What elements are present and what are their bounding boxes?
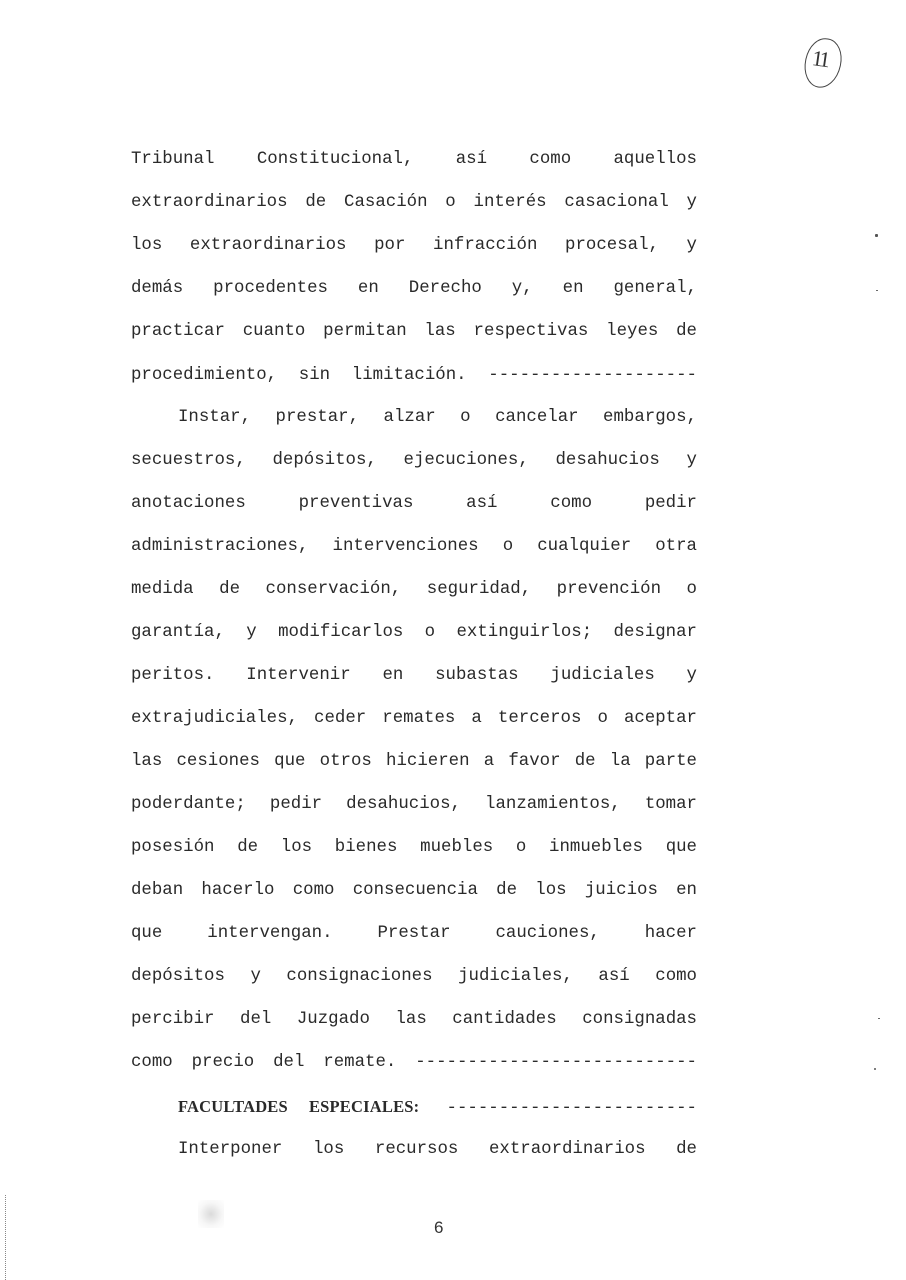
- text-line: practicar cuanto permitan las respectivas leyes de: [131, 322, 697, 341]
- page-number: 6: [434, 1218, 444, 1237]
- folio-stamp-number: 11: [810, 45, 829, 72]
- text-line: percibir del Juzgado las cantidades consignadas: [131, 1010, 697, 1029]
- text-line: anotaciones preventivas así como pedir: [131, 494, 697, 513]
- text-line: secuestros, depósitos, ejecuciones, desahucios y: [131, 451, 697, 470]
- text-line: extraordinarios de Casación o interés casacional y: [131, 193, 697, 212]
- paragraph-start-line: Instar, prestar, alzar o cancelar embargos,: [178, 408, 697, 427]
- scan-speck: [874, 1068, 876, 1070]
- text-line: que intervengan. Prestar cauciones, hacer: [131, 924, 697, 943]
- text-line: las cesiones que otros hicieren a favor de la parte: [131, 752, 697, 771]
- scan-noise: [198, 1200, 224, 1228]
- text-line: poderdante; pedir desahucios, lanzamientos, tomar: [131, 795, 697, 814]
- section-heading-label: FACULTADES ESPECIALES:: [178, 1097, 420, 1116]
- scan-speck: [875, 234, 878, 237]
- text-line: garantía, y modificarlos o extinguirlos; designar: [131, 623, 697, 642]
- text-line: depósitos y consignaciones judiciales, así como: [131, 967, 697, 986]
- text-line: extrajudiciales, ceder remates a terceros o aceptar: [131, 709, 697, 728]
- text-line: como precio del remate. ---------------------------: [131, 1053, 697, 1072]
- text-line: Tribunal Constitucional, así como aquellos: [131, 150, 697, 169]
- text-line: los extraordinarios por infracción procesal, y: [131, 236, 697, 255]
- scan-speck: [878, 1018, 880, 1019]
- text-line: peritos. Intervenir en subastas judiciales y: [131, 666, 697, 685]
- text-line: medida de conservación, seguridad, prevención o: [131, 580, 697, 599]
- paragraph-start-line: Interponer los recursos extraordinarios de: [178, 1140, 697, 1159]
- scan-speck: [876, 290, 878, 291]
- section-heading-dashes: ------------------------: [446, 1099, 697, 1118]
- text-line: administraciones, intervenciones o cualquier otra: [131, 537, 697, 556]
- text-line: posesión de los bienes muebles o inmuebles que: [131, 838, 697, 857]
- text-line: procedimiento, sin limitación. --------------------: [131, 366, 697, 385]
- text-line: demás procedentes en Derecho y, en general,: [131, 279, 697, 298]
- section-heading: [178, 1097, 697, 1117]
- text-line: deban hacerlo como consecuencia de los juicios en: [131, 881, 697, 900]
- scan-edge-mark: [5, 1195, 7, 1280]
